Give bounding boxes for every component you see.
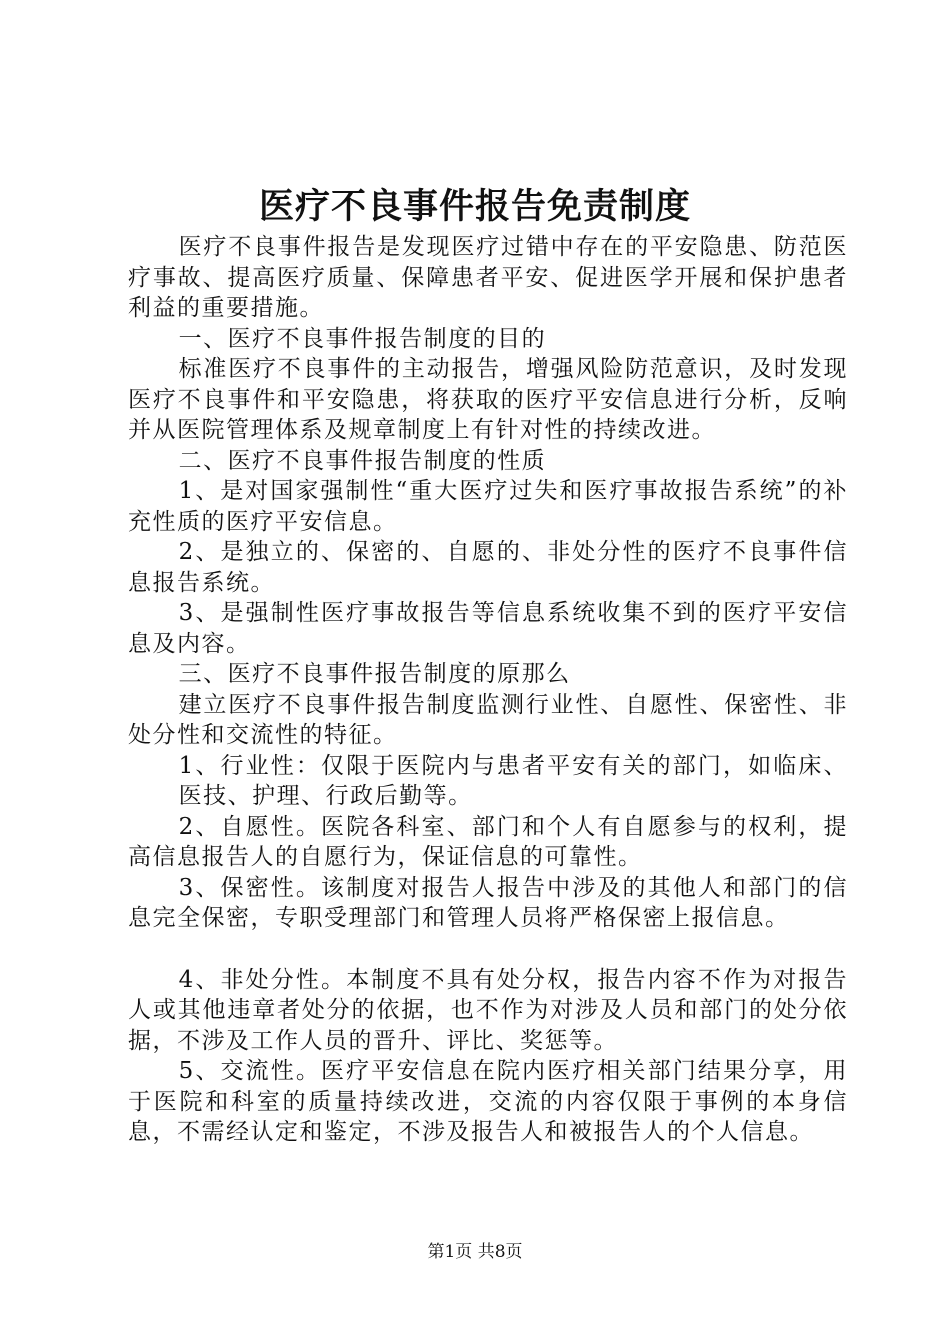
- document-title: 医疗不良事件报告免责制度: [258, 186, 691, 227]
- principle-item-4: 4、非处分性。本制度不具有处分权，报告内容不作为对报告人或其他违章者处分的依据，也不作为对涉及人员和部门的处分依据，不涉及工作人员的晋升、评比、奖惩等。: [128, 966, 848, 1054]
- purpose-paragraph: 标准医疗不良事件的主动报告，增强风险防范意识，及时发现医疗不良事件和平安隐患，将获取的医疗平安信息进行分析，反响并从医院管理体系及规章制度上有针对性的持续改进。: [128, 356, 848, 443]
- nature-item-1: 1、是对国家强制性“重大医疗过失和医疗事故报告系统”的补充性质的医疗平安信息。: [128, 478, 848, 535]
- principle-item-3: 3、保密性。该制度对报告人报告中涉及的其他人和部门的信息完全保密，专职受理部门和管理人员将严格保密上报信息。: [128, 874, 848, 931]
- page-footer: 第1页 共8页: [427, 1242, 523, 1262]
- principle-item-1: 1、行业性：仅限于医院内与患者平安有关的部门，如临床、医技、护理、行政后勤等。: [178, 752, 848, 809]
- document-body: [128, 232, 848, 1148]
- principle-item-5: 5、交流性。医疗平安信息在院内医疗相关部门结果分享，用于医院和科室的质量持续改进，交流的内容仅限于事例的本身信息，不需经认定和鉴定，不涉及报告人和被报告人的个人信息。: [128, 1058, 848, 1145]
- intro-paragraph: 医疗不良事件报告是发现医疗过错中存在的平安隐患、防范医疗事故、提高医疗质量、保障患者平安、促进医学开展和保护患者利益的重要措施。: [128, 234, 848, 321]
- principles-paragraph: 建立医疗不良事件报告制度监测行业性、自愿性、保密性、非处分性和交流性的特征。: [128, 691, 848, 748]
- section-heading-principles: 三、医疗不良事件报告制度的原那么: [178, 661, 571, 687]
- nature-item-3: 3、是强制性医疗事故报告等信息系统收集不到的医疗平安信息及内容。: [128, 600, 848, 657]
- section-heading-purpose: 一、医疗不良事件报告制度的目的: [178, 325, 547, 352]
- section-heading-nature: 二、医疗不良事件报告制度的性质: [178, 447, 547, 474]
- principle-item-2: 2、自愿性。医院各科室、部门和个人有自愿参与的权利，提高信息报告人的自愿行为，保证信息的可靠性。: [128, 813, 848, 870]
- nature-item-2: 2、是独立的、保密的、自愿的、非处分性的医疗不良事件信息报告系统。: [128, 539, 848, 596]
